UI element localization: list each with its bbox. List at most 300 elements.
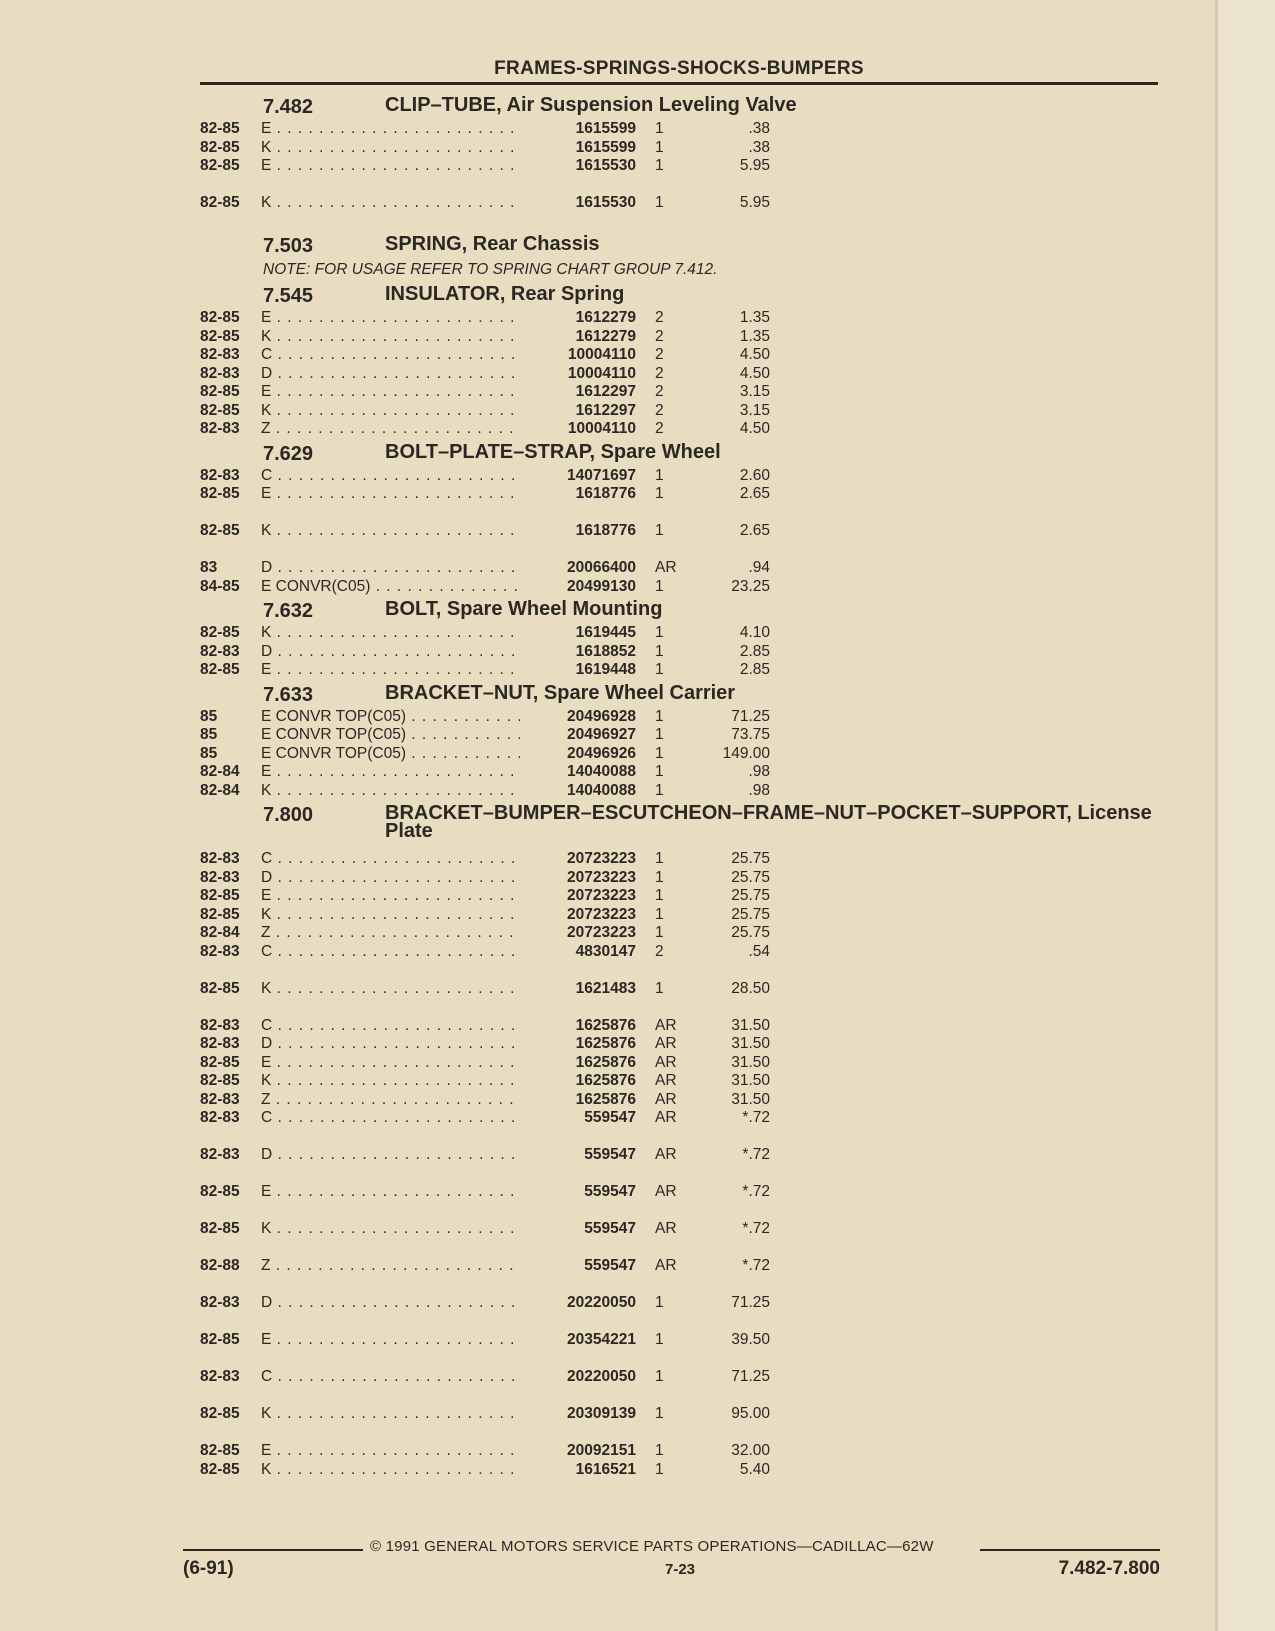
model-year: 82-85 xyxy=(200,624,240,641)
section-group-code: 7.800 xyxy=(263,804,314,826)
body-style-code: E . . . xyxy=(261,309,531,327)
list-price: 25.75 xyxy=(731,887,770,904)
quantity: 1 xyxy=(655,850,664,867)
section-group-code: 7.482 xyxy=(263,96,314,118)
part-number: 20723223 xyxy=(520,850,636,868)
list-price: 5.40 xyxy=(739,1460,770,1478)
part-number: 1625876 xyxy=(520,1054,636,1072)
quantity: 1 xyxy=(655,726,664,743)
body-style-code: E CONVR TOP(C05) . . . xyxy=(261,708,531,726)
body-style-code: E . . . xyxy=(261,763,531,781)
quantity: AR xyxy=(655,1053,677,1071)
part-row xyxy=(0,661,1215,680)
quantity: 2 xyxy=(655,309,664,326)
quantity: 1 xyxy=(655,485,664,502)
quantity: 1 xyxy=(655,661,664,678)
model-year: 82-85 xyxy=(200,661,240,678)
list-price: 2.65 xyxy=(739,522,770,539)
list-price: 95.00 xyxy=(731,1405,770,1422)
list-price: .38 xyxy=(748,138,770,156)
parts-section xyxy=(0,231,1215,281)
list-price: 71.25 xyxy=(731,707,770,725)
part-number: 1619448 xyxy=(520,661,636,679)
part-row xyxy=(0,559,1215,578)
section-heading xyxy=(0,596,1215,624)
body-style-code: K . . . xyxy=(261,980,531,998)
quantity: 1 xyxy=(655,1405,664,1422)
part-number: 10004110 xyxy=(520,420,636,438)
part-number: 20220050 xyxy=(520,1294,636,1312)
model-year: 82-85 xyxy=(200,120,240,137)
model-year: 82-83 xyxy=(200,1109,240,1126)
section-title-secondary: License Plate xyxy=(385,802,1152,842)
body-style-code: D . . . xyxy=(261,365,531,383)
model-year: 82-85 xyxy=(200,1220,240,1237)
section-title xyxy=(385,600,1165,618)
list-price: *.72 xyxy=(742,1257,770,1274)
model-year: 82-83 xyxy=(200,642,240,660)
list-price: 4.50 xyxy=(739,364,770,382)
section-title-secondary: Rear Spring xyxy=(505,283,625,305)
part-row xyxy=(0,1035,1215,1054)
quantity: 2 xyxy=(655,420,664,437)
part-number: 10004110 xyxy=(520,346,636,364)
list-price: 5.95 xyxy=(739,194,770,211)
part-number: 1615530 xyxy=(520,194,636,212)
quantity: AR xyxy=(655,1257,677,1274)
part-row xyxy=(0,1294,1215,1331)
part-number: 4830147 xyxy=(520,943,636,961)
list-price: 28.50 xyxy=(731,979,770,997)
list-price: 3.15 xyxy=(739,383,770,400)
part-row xyxy=(0,467,1215,486)
quantity: 1 xyxy=(655,157,664,174)
model-year: 84-85 xyxy=(200,577,240,595)
part-number: 20496927 xyxy=(520,726,636,744)
part-number: 1615530 xyxy=(520,157,636,175)
body-style-code: D . . . xyxy=(261,1035,531,1053)
part-number: 1618852 xyxy=(520,643,636,661)
parts-section xyxy=(0,439,1215,597)
model-year: 82-83 xyxy=(200,420,240,437)
list-price: 31.50 xyxy=(731,1035,770,1052)
model-year: 82-85 xyxy=(200,383,240,400)
part-number: 559547 xyxy=(520,1109,636,1127)
list-price: 25.75 xyxy=(731,924,770,941)
list-price: *.72 xyxy=(742,1183,770,1200)
body-style-code: E . . . xyxy=(261,1331,531,1349)
part-number: 20354221 xyxy=(520,1331,636,1349)
body-style-code: K . . . xyxy=(261,1461,531,1479)
model-year: 82-85 xyxy=(200,1331,240,1348)
part-number: 559547 xyxy=(520,1146,636,1164)
quantity: 2 xyxy=(655,346,664,363)
part-number: 1618776 xyxy=(520,522,636,540)
model-year: 82-85 xyxy=(200,1460,240,1478)
quantity: 1 xyxy=(655,887,664,904)
quantity: 1 xyxy=(655,624,664,641)
part-row xyxy=(0,745,1215,764)
body-style-code: C . . . xyxy=(261,1368,531,1386)
list-price: 4.50 xyxy=(739,346,770,363)
quantity: AR xyxy=(655,1072,677,1089)
part-number: 1625876 xyxy=(520,1072,636,1090)
body-style-code: K . . . xyxy=(261,1405,531,1423)
quantity: 1 xyxy=(655,781,664,799)
section-group-code: 7.545 xyxy=(263,285,314,307)
part-row xyxy=(0,1461,1215,1498)
quantity: 1 xyxy=(655,924,664,941)
body-style-code: E . . . xyxy=(261,120,531,138)
body-style-code: E . . . xyxy=(261,1054,531,1072)
model-year: 82-85 xyxy=(200,1053,240,1071)
quantity: 1 xyxy=(655,868,664,886)
part-number: 20723223 xyxy=(520,869,636,887)
body-style-code: E . . . xyxy=(261,661,531,679)
model-year: 85 xyxy=(200,744,218,762)
section-title xyxy=(385,285,1165,303)
list-price: .98 xyxy=(748,763,770,780)
section-heading xyxy=(0,231,1215,259)
body-style-code: C . . . xyxy=(261,1109,531,1127)
section-title-secondary: Spare Wheel xyxy=(595,440,721,463)
part-row xyxy=(0,402,1215,421)
part-row xyxy=(0,383,1215,402)
section-heading xyxy=(0,439,1215,467)
part-row xyxy=(0,643,1215,662)
body-style-code: D . . . xyxy=(261,1294,531,1312)
part-number: 20309139 xyxy=(520,1405,636,1423)
quantity: 1 xyxy=(655,1331,664,1348)
section-group-code: 7.503 xyxy=(263,235,314,257)
list-price: 2.65 xyxy=(739,485,770,502)
list-price: 32.00 xyxy=(731,1442,770,1459)
section-heading xyxy=(0,281,1215,309)
list-price: .98 xyxy=(748,781,770,799)
section-title-primary: CLIP–TUBE, xyxy=(385,94,502,116)
model-year: 82-83 xyxy=(200,346,240,363)
part-row xyxy=(0,624,1215,643)
quantity: 1 xyxy=(655,979,664,997)
model-year: 82-83 xyxy=(200,868,240,886)
quantity: AR xyxy=(655,1090,677,1108)
part-row xyxy=(0,1109,1215,1146)
model-year: 82-83 xyxy=(200,1294,240,1311)
part-number: 1612279 xyxy=(520,309,636,327)
model-year: 82-85 xyxy=(200,157,240,174)
list-price: 4.50 xyxy=(739,420,770,437)
list-price: 2.60 xyxy=(739,466,770,484)
body-style-code: K . . . xyxy=(261,906,531,924)
model-year: 82-85 xyxy=(200,1183,240,1200)
quantity: 1 xyxy=(655,466,664,484)
body-style-code: Z . . . xyxy=(261,1257,531,1275)
body-style-code: C . . . xyxy=(261,850,531,868)
part-row xyxy=(0,1072,1215,1091)
quantity: AR xyxy=(655,1035,677,1052)
model-year: 82-85 xyxy=(200,485,240,502)
model-year: 82-85 xyxy=(200,887,240,904)
quantity: AR xyxy=(655,1183,677,1200)
model-year: 82-85 xyxy=(200,138,240,156)
part-row xyxy=(0,1220,1215,1257)
model-year: 82-85 xyxy=(200,1072,240,1089)
model-year: 85 xyxy=(200,726,218,743)
model-year: 82-83 xyxy=(200,1016,240,1034)
part-number: 1616521 xyxy=(520,1461,636,1479)
body-style-code: Z . . . xyxy=(261,1091,531,1109)
body-style-code: K . . . xyxy=(261,402,531,420)
quantity: 2 xyxy=(655,327,664,345)
quantity: 1 xyxy=(655,707,664,725)
list-price: 3.15 xyxy=(739,401,770,419)
parts-section xyxy=(0,680,1215,801)
section-title-secondary: Air Suspension Leveling Valve xyxy=(501,94,797,116)
part-row xyxy=(0,708,1215,727)
part-number: 14071697 xyxy=(520,467,636,485)
section-heading xyxy=(0,800,1215,850)
part-number: 1619445 xyxy=(520,624,636,642)
model-year: 82-85 xyxy=(200,327,240,345)
part-number: 14040088 xyxy=(520,763,636,781)
section-title-secondary: Spare Wheel Carrier xyxy=(538,681,736,704)
part-row xyxy=(0,980,1215,1017)
body-style-code: D . . . xyxy=(261,869,531,887)
section-title-primary: BRACKET–BUMPER–ESCUTCHEON–FRAME–NUT–POCKET–SUPPORT, xyxy=(385,802,1072,824)
model-year: 82-85 xyxy=(200,401,240,419)
model-year: 82-83 xyxy=(200,942,240,960)
quantity: AR xyxy=(655,1146,677,1163)
part-row xyxy=(0,1442,1215,1461)
part-row xyxy=(0,1146,1215,1183)
quantity: 2 xyxy=(655,364,664,382)
section-title-secondary: Rear Chassis xyxy=(467,233,600,255)
body-style-code: K . . . xyxy=(261,522,531,540)
section-title-primary: INSULATOR, xyxy=(385,283,506,305)
quantity: 1 xyxy=(655,905,664,923)
body-style-code: C . . . xyxy=(261,346,531,364)
part-row xyxy=(0,782,1215,801)
model-year: 82-85 xyxy=(200,905,240,923)
section-title-primary: BRACKET–NUT, xyxy=(385,681,539,704)
part-row xyxy=(0,420,1215,439)
part-number: 10004110 xyxy=(520,365,636,383)
section-title xyxy=(385,440,1165,463)
part-row xyxy=(0,869,1215,888)
section-title-secondary: Spare Wheel Mounting xyxy=(441,598,663,620)
model-year: 82-85 xyxy=(200,194,240,211)
quantity: 1 xyxy=(655,744,664,762)
quantity: 1 xyxy=(655,1460,664,1478)
list-price: 2.85 xyxy=(739,661,770,678)
section-group-code: 7.633 xyxy=(263,683,314,706)
list-price: 4.10 xyxy=(739,624,770,641)
part-number: 1612297 xyxy=(520,402,636,420)
model-year: 82-85 xyxy=(200,979,240,997)
list-price: 149.00 xyxy=(722,744,770,762)
header-rule xyxy=(200,82,1158,85)
quantity: 1 xyxy=(655,120,664,137)
part-number: 1615599 xyxy=(520,139,636,157)
page-header-title: FRAMES-SPRINGS-SHOCKS-BUMPERS xyxy=(494,58,864,79)
part-number: 20496928 xyxy=(520,708,636,726)
body-style-code: D . . . xyxy=(261,1146,531,1164)
footer-copyright: © 1991 GENERAL MOTORS SERVICE PARTS OPERATIONS—CADILLAC—62W xyxy=(370,1538,934,1555)
quantity: 1 xyxy=(655,577,664,595)
part-number: 1625876 xyxy=(520,1035,636,1053)
model-year: 82-84 xyxy=(200,924,240,941)
part-number: 20220050 xyxy=(520,1368,636,1386)
section-heading xyxy=(0,680,1215,708)
body-style-code: E . . . xyxy=(261,157,531,175)
body-style-code: D . . . xyxy=(261,559,531,577)
part-number: 1612297 xyxy=(520,383,636,401)
list-price: 31.50 xyxy=(731,1072,770,1089)
model-year: 82-85 xyxy=(200,1405,240,1422)
part-row xyxy=(0,906,1215,925)
list-price: 1.35 xyxy=(739,327,770,345)
part-row xyxy=(0,485,1215,522)
part-number: 20496926 xyxy=(520,745,636,763)
part-number: 20723223 xyxy=(520,924,636,942)
part-row xyxy=(0,1017,1215,1036)
parts-section xyxy=(0,800,1215,1498)
model-year: 85 xyxy=(200,707,218,725)
list-price: .54 xyxy=(748,942,770,960)
section-note: NOTE: FOR USAGE REFER TO SPRING CHART GROUP 7.412. xyxy=(263,261,718,278)
part-number: 20723223 xyxy=(520,887,636,905)
body-style-code: K . . . xyxy=(261,194,531,212)
part-row xyxy=(0,943,1215,980)
part-row xyxy=(0,850,1215,869)
section-title xyxy=(385,235,1165,253)
body-style-code: C . . . xyxy=(261,467,531,485)
part-row xyxy=(0,1331,1215,1368)
model-year: 82-83 xyxy=(200,1035,240,1052)
list-price: 1.35 xyxy=(739,309,770,326)
part-row xyxy=(0,157,1215,194)
quantity: 1 xyxy=(655,138,664,156)
model-year: 82-85 xyxy=(200,522,240,539)
part-number: 20066400 xyxy=(520,559,636,577)
body-style-code: C . . . xyxy=(261,1017,531,1035)
section-title-primary: BOLT, xyxy=(385,598,442,620)
part-row xyxy=(0,120,1215,139)
quantity: 1 xyxy=(655,194,664,211)
part-row xyxy=(0,1054,1215,1073)
part-row xyxy=(0,1091,1215,1110)
list-price: 31.50 xyxy=(731,1016,770,1034)
model-year: 82-84 xyxy=(200,763,240,780)
part-number: 1612279 xyxy=(520,328,636,346)
section-heading xyxy=(0,92,1215,120)
parts-section xyxy=(0,92,1215,231)
quantity: AR xyxy=(655,1109,677,1126)
part-row xyxy=(0,328,1215,347)
body-style-code: K . . . xyxy=(261,1220,531,1238)
footer-revision-date: (6-91) xyxy=(183,1558,234,1579)
list-price: .38 xyxy=(748,120,770,137)
body-style-code: K . . . xyxy=(261,1072,531,1090)
part-row xyxy=(0,1405,1215,1442)
footer-page-number: 7-23 xyxy=(664,1561,696,1578)
part-number: 1618776 xyxy=(520,485,636,503)
section-title xyxy=(385,96,1165,114)
body-style-code: D . . . xyxy=(261,643,531,661)
model-year: 82-83 xyxy=(200,1090,240,1108)
section-title xyxy=(385,681,1165,704)
body-style-code: K . . . xyxy=(261,624,531,642)
body-style-code: Z . . . xyxy=(261,420,531,438)
part-row xyxy=(0,887,1215,906)
quantity: 2 xyxy=(655,401,664,419)
list-price: 2.85 xyxy=(739,642,770,660)
quantity: 1 xyxy=(655,1294,664,1311)
model-year: 82-85 xyxy=(200,309,240,326)
part-number: 559547 xyxy=(520,1220,636,1238)
quantity: 1 xyxy=(655,522,664,539)
part-row xyxy=(0,1183,1215,1220)
section-title xyxy=(385,804,1165,840)
list-price: 71.25 xyxy=(731,1368,770,1385)
list-price: 31.50 xyxy=(731,1053,770,1071)
part-number: 559547 xyxy=(520,1257,636,1275)
quantity: AR xyxy=(655,559,677,576)
model-year: 83 xyxy=(200,559,218,576)
list-price: 25.75 xyxy=(731,850,770,867)
body-style-code: E CONVR(C05) . . . xyxy=(261,578,531,596)
quantity: 1 xyxy=(655,642,664,660)
part-row xyxy=(0,194,1215,231)
list-price: 25.75 xyxy=(731,868,770,886)
part-number: 20499130 xyxy=(520,578,636,596)
part-row xyxy=(0,346,1215,365)
part-number: 1625876 xyxy=(520,1017,636,1035)
part-row xyxy=(0,309,1215,328)
body-style-code: Z . . . xyxy=(261,924,531,942)
body-style-code: K . . . xyxy=(261,328,531,346)
part-row xyxy=(0,726,1215,745)
quantity: AR xyxy=(655,1220,677,1237)
model-year: 82-83 xyxy=(200,850,240,867)
body-style-code: E . . . xyxy=(261,1442,531,1460)
footer-rule-left xyxy=(183,1549,363,1551)
section-group-code: 7.629 xyxy=(263,442,314,465)
body-style-code: E . . . xyxy=(261,1183,531,1201)
list-price: .94 xyxy=(748,559,770,576)
footer-rule-right xyxy=(980,1549,1160,1551)
list-price: 71.25 xyxy=(731,1294,770,1311)
part-number: 20092151 xyxy=(520,1442,636,1460)
section-title-primary: BOLT–PLATE–STRAP, xyxy=(385,440,596,463)
body-style-code: K . . . xyxy=(261,782,531,800)
section-title-primary: SPRING, xyxy=(385,233,468,255)
footer-group-range: 7.482-7.800 xyxy=(1058,1558,1160,1579)
list-price: *.72 xyxy=(742,1220,770,1237)
quantity: 1 xyxy=(655,1368,664,1385)
parts-section xyxy=(0,281,1215,439)
model-year: 82-83 xyxy=(200,364,240,382)
body-style-code: E . . . xyxy=(261,887,531,905)
list-price: 73.75 xyxy=(731,726,770,743)
body-style-code: C . . . xyxy=(261,943,531,961)
model-year: 82-83 xyxy=(200,1146,240,1163)
list-price: 25.75 xyxy=(731,905,770,923)
quantity: 2 xyxy=(655,942,664,960)
model-year: 82-84 xyxy=(200,781,240,799)
section-group-code: 7.632 xyxy=(263,600,314,622)
quantity: 1 xyxy=(655,1442,664,1459)
